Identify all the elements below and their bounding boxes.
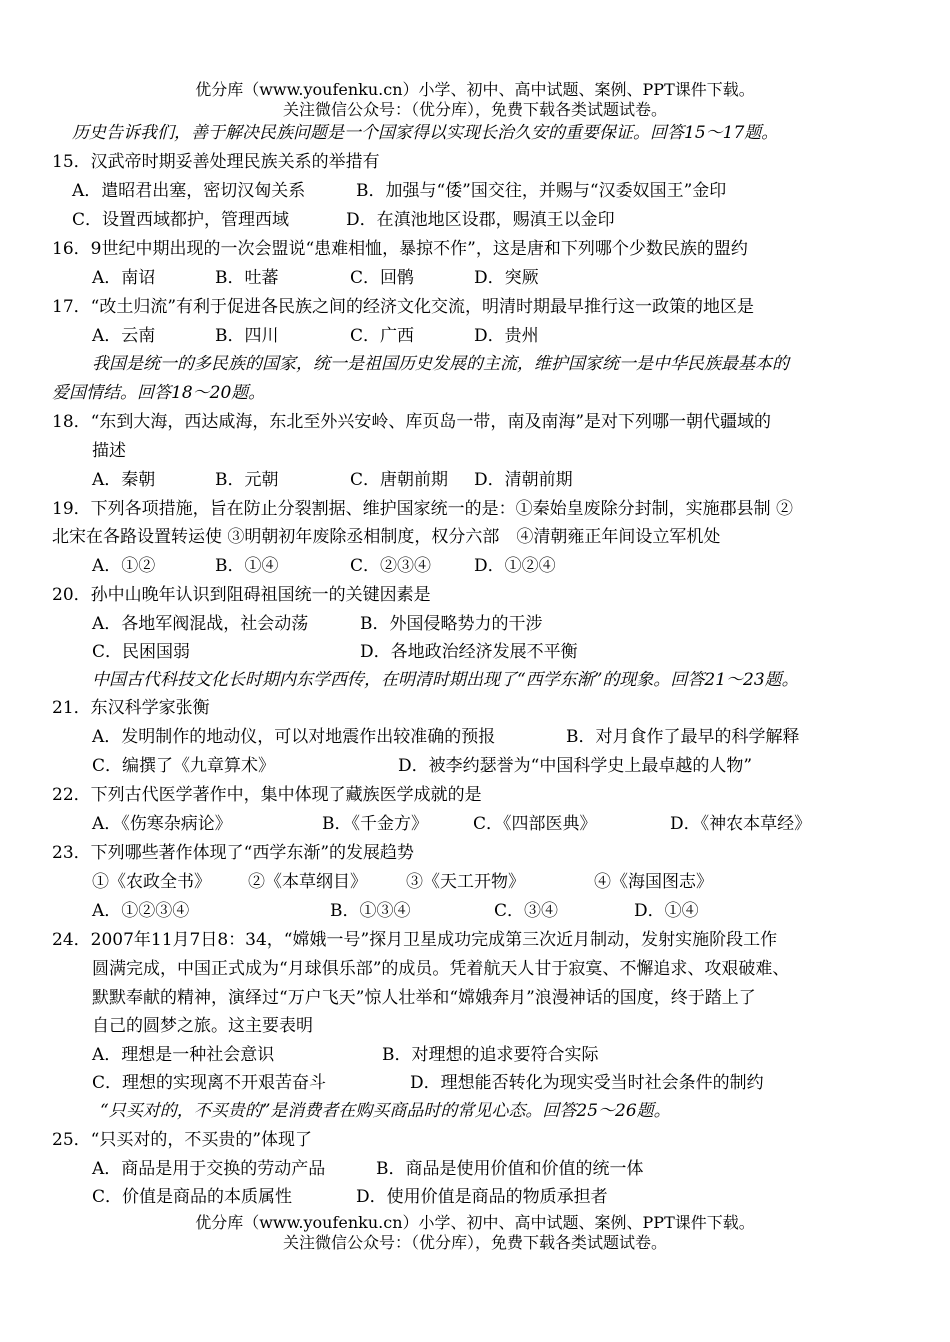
q20-option-a: A．各地军阀混战，社会动荡 [92, 614, 309, 634]
q20-stem: 20．孙中山晚年认识到阻碍祖国统一的关键因素是 [52, 585, 431, 605]
q15-option-b: B．加强与“倭”国交往，并赐与“汉委奴国王”金印 [356, 181, 727, 201]
q19-option-d: D．①②④ [474, 556, 556, 576]
q24-option-b: B．对理想的追求要符合实际 [382, 1045, 599, 1065]
q22-option-d: D．《神农本草经》 [670, 814, 812, 834]
q15-stem: 15．汉武帝时期妥善处理民族关系的举措有 [52, 152, 380, 172]
q23-option-d: D．①④ [634, 901, 699, 921]
q17-option-d: D．贵州 [474, 326, 539, 346]
q18-option-b: B．元朝 [215, 470, 279, 490]
q21-stem: 21．东汉科学家张衡 [52, 698, 210, 718]
q18-stem-2: 描述 [92, 441, 126, 461]
q18-stem-1: 18．“东到大海，西达咸海，东北至外兴安岭、库页岛一带，南及南海”是对下列哪一朝代疆域的 [52, 412, 772, 432]
q18-option-d: D．清朝前期 [474, 470, 573, 490]
intro-15-17: 历史告诉我们，善于解决民族问题是一个国家得以实现长治久安的重要保证。回答15～17题。 [72, 123, 779, 143]
q22-option-a: A．《伤寒杂病论》 [92, 814, 232, 834]
q16-option-b: B．吐蕃 [215, 268, 279, 288]
q23-option-a: A．①②③④ [92, 901, 190, 921]
q25-option-c: C．价值是商品的本质属性 [92, 1187, 293, 1207]
q19-option-c: C．②③④ [350, 556, 432, 576]
q19-option-b: B．①④ [215, 556, 279, 576]
q20-option-d: D．各地政治经济发展不平衡 [360, 642, 578, 662]
q23-option-c: C．③④ [494, 901, 559, 921]
q23-stem: 23．下列哪些著作体现了“西学东渐”的发展趋势 [52, 843, 415, 863]
q23-option-b: B．①③④ [330, 901, 411, 921]
q21-option-a: A．发明制作的地动仪，可以对地震作出较准确的预报 [92, 727, 496, 747]
q16-stem: 16．9世纪中期出现的一次会盟说“患难相恤，暴掠不作”，这是唐和下列哪个少数民族的盟约 [52, 239, 748, 259]
q17-option-a: A．云南 [92, 326, 156, 346]
footer-line-2: 关注微信公众号：（优分库），免费下载各类试题试卷。 [282, 1233, 667, 1252]
footer-line-1: 优分库（www.youfenku.cn）小学、初中、高中试题、案例、PPT课件下载。 [195, 1213, 755, 1232]
intro-18-20-line-2: 爱国情结。回答18～20题。 [52, 383, 266, 403]
header-line-1: 优分库（www.youfenku.cn）小学、初中、高中试题、案例、PPT课件下载。 [195, 80, 755, 99]
intro-18-20-line-1: 我国是统一的多民族的国家，统一是祖国历史发展的主流，维护国家统一是中华民族最基本的 [92, 354, 789, 374]
q17-option-c: C．广西 [350, 326, 415, 346]
q15-option-a: A．遣昭君出塞，密切汉匈关系 [72, 181, 306, 201]
header-line-2: 关注微信公众号：（优分库），免费下载各类试题试卷。 [282, 100, 667, 119]
intro-21-23: 中国古代科技文化长时期内东学西传，在明清时期出现了“西学东渐”的现象。回答21～23题。 [92, 670, 799, 690]
q20-option-b: B．外国侵略势力的干涉 [360, 614, 543, 634]
q15-option-c: C．设置西域都护，管理西域 [72, 210, 290, 230]
intro-25-26: “只买对的，不买贵的”是消费者在购买商品时的常见心态。回答25～26题。 [100, 1101, 671, 1121]
q22-option-c: C．《四部医典》 [473, 814, 597, 834]
q25-option-d: D．使用价值是商品的物质承担者 [356, 1187, 608, 1207]
q23-item-4: ④《海国图志》 [594, 872, 713, 892]
q15-option-d: D．在滇池地区设郡，赐滇王以金印 [346, 210, 615, 230]
q22-stem: 22．下列古代医学著作中，集中体现了藏族医学成就的是 [52, 785, 482, 805]
q16-option-d: D．突厥 [474, 268, 539, 288]
q17-stem: 17．“改土归流”有利于促进各民族之间的经济文化交流，明清时期最早推行这一政策的地区是 [52, 297, 755, 317]
q22-option-b: B．《千金方》 [322, 814, 428, 834]
q24-option-c: C．理想的实现离不开艰苦奋斗 [92, 1073, 327, 1093]
q25-option-a: A．商品是用于交换的劳动产品 [92, 1159, 326, 1179]
q23-item-3: ③《天工开物》 [406, 872, 525, 892]
q24-stem-2: 圆满完成，中国正式成为“月球俱乐部”的成员。凭着航天人甘于寂寞、不懈追求、攻艰破难、 [92, 959, 790, 979]
q16-option-c: C．回鹘 [350, 268, 415, 288]
q21-option-b: B．对月食作了最早的科学解释 [566, 727, 800, 747]
q20-option-c: C．民困国弱 [92, 642, 191, 662]
q19-option-a: A．①② [92, 556, 156, 576]
q24-option-a: A．理想是一种社会意识 [92, 1045, 275, 1065]
q18-option-a: A．秦朝 [92, 470, 156, 490]
q24-stem-3: 默默奉献的精神，演绎过“万户飞天”惊人壮举和“嫦娥奔月”浪漫神话的国度，终于踏上了 [92, 988, 756, 1008]
q21-option-c: C．编撰了《九章算术》 [92, 756, 276, 776]
q25-stem: 25．“只买对的，不买贵的”体现了 [52, 1130, 313, 1150]
q18-option-c: C．唐朝前期 [350, 470, 449, 490]
q21-option-d: D．被李约瑟誉为“中国科学史上最卓越的人物” [398, 756, 753, 776]
q19-stem-1: 19．下列各项措施，旨在防止分裂割据、维护国家统一的是：①秦始皇废除分封制，实施郡县制 ② [52, 499, 794, 519]
q23-item-2: ②《本草纲目》 [248, 872, 367, 892]
q19-stem-2: 北宋在各路设置转运使 ③明朝初年废除丞相制度，权分六部 ④清朝雍正年间设立军机处 [52, 527, 721, 547]
q25-option-b: B．商品是使用价值和价值的统一体 [376, 1159, 644, 1179]
q24-stem-4: 自己的圆梦之旅。这主要表明 [92, 1016, 313, 1036]
q23-item-1: ①《农政全书》 [92, 872, 211, 892]
q24-stem-1: 24．2007年11月7日8：34，“嫦娥一号”探月卫星成功完成第三次近月制动，发射实施阶段工作 [52, 930, 778, 950]
q17-option-b: B．四川 [215, 326, 279, 346]
q24-option-d: D．理想能否转化为现实受当时社会条件的制约 [410, 1073, 764, 1093]
q16-option-a: A．南诏 [92, 268, 156, 288]
